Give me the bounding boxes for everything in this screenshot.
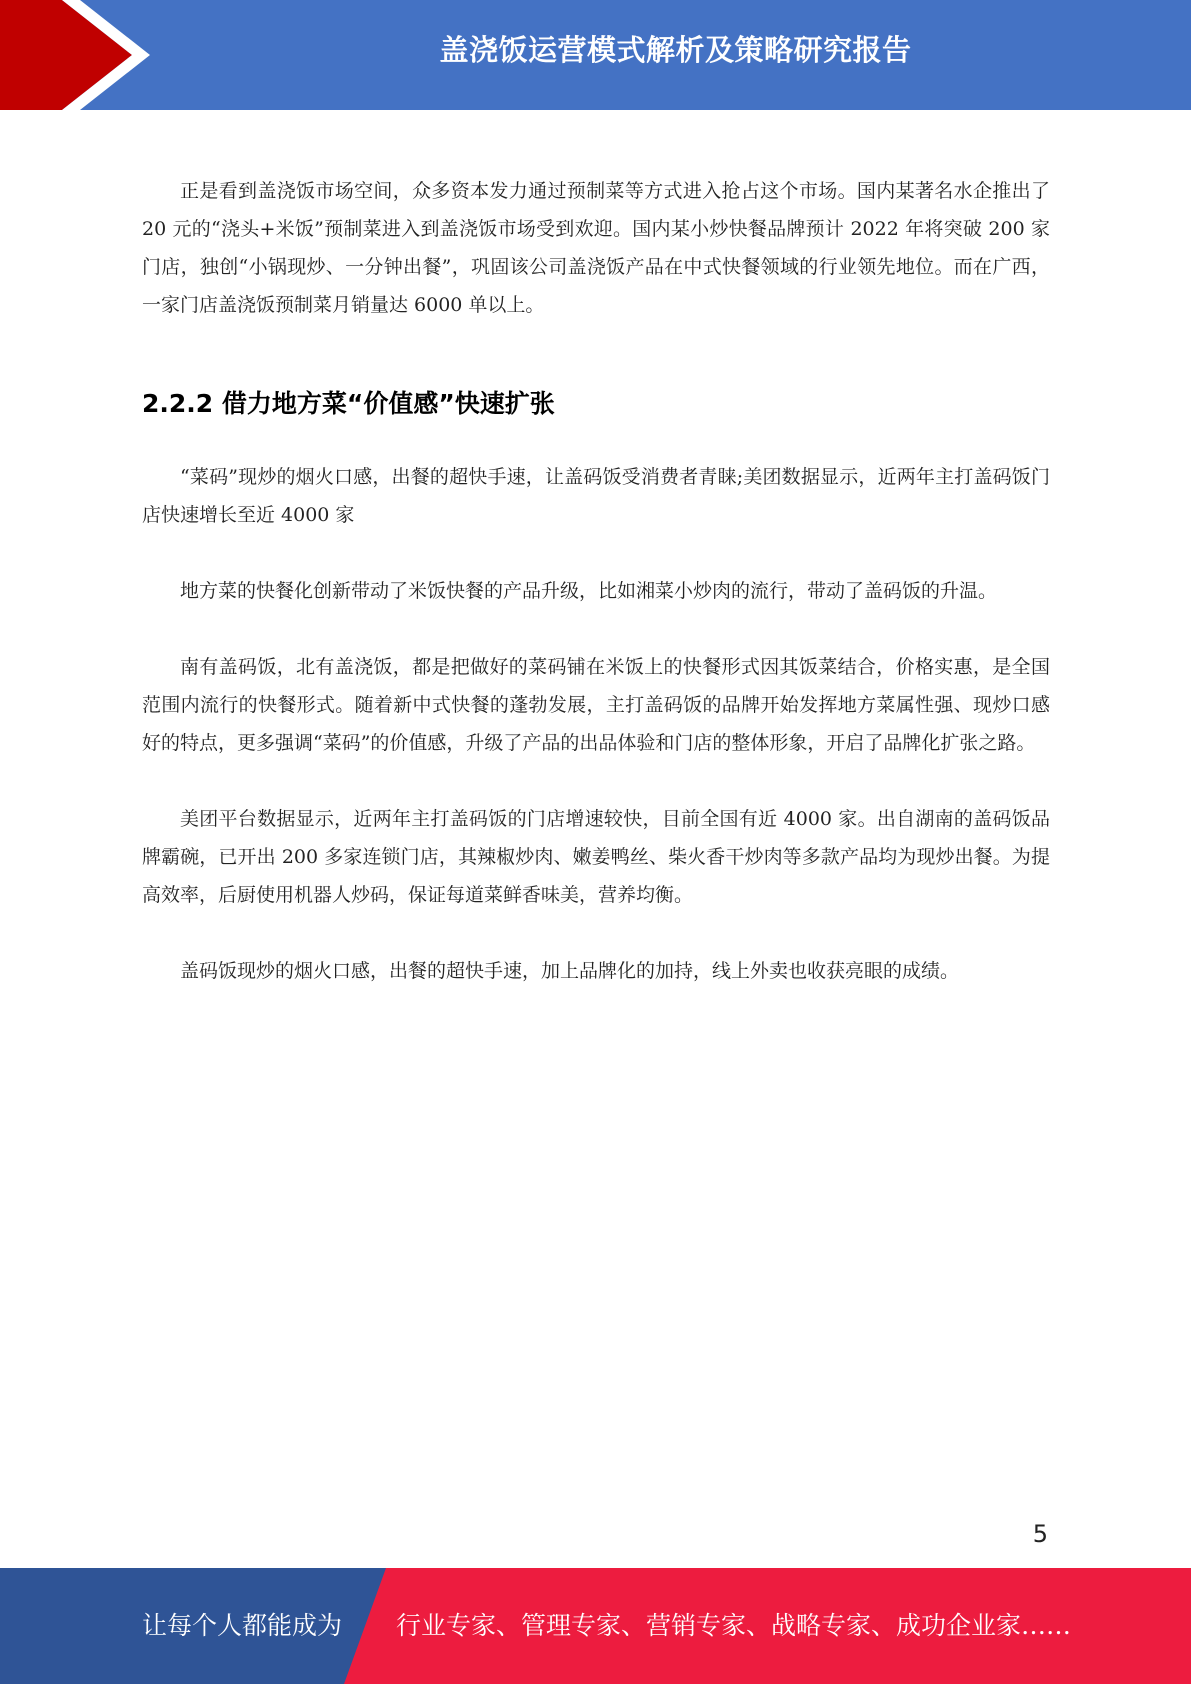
paragraph-meituan-data: 美团平台数据显示，近两年主打盖码饭的门店增速较快，目前全国有近 4000 家。出自湖南的盖码饭品牌霸碗，已开出 200 多家连锁门店，其辣椒炒肉、嫩姜鸭丝、柴火香干炒肉等多款产品均为现炒出餐。为提高效率，后厨使用机器人炒码，保证每道菜鲜香味美，营养均衡。: [142, 808, 1050, 906]
paragraph-local-cuisine: 地方菜的快餐化创新带动了米饭快餐的产品升级，比如湘菜小炒肉的流行，带动了盖码饭的升温。: [180, 580, 998, 602]
paragraph-online-delivery: 盖码饭现炒的烟火口感，出餐的超快手速，加上品牌化的加持，线上外卖也收获亮眼的成绩。: [180, 960, 960, 982]
paragraph-north-south: 南有盖码饭，北有盖浇饭，都是把做好的菜码铺在米饭上的快餐形式因其饭菜结合，价格实惠，是全国范围内流行的快餐形式。随着新中式快餐的蓬勃发展，主打盖码饭的品牌开始发挥地方菜属性强、现炒口感好的特点，更多强调“菜码”的价值感，升级了产品的出品体验和门店的整体形象，开启了品牌化扩张之路。: [142, 656, 1050, 754]
main-content: [142, 172, 1050, 990]
footer-slogan-right: 行业专家、管理专家、营销专家、战略专家、成功企业家……: [396, 1611, 1072, 1640]
paragraph-market-space: 正是看到盖浇饭市场空间，众多资本发力通过预制菜等方式进入抢占这个市场。国内某著名水企推出了 20 元的“浇头+米饭”预制菜进入到盖浇饭市场受到欢迎。国内某小炒快餐品牌预计 2022 年将突破 200 家门店，独创“小锅现炒、一分钟出餐”，巩固该公司盖浇饭产品在中式快餐领域的行业领先地位。而在广西，一家门店盖浇饭预制菜月销量达 6000 单以上。: [142, 180, 1050, 316]
section-heading: 2.2.2 借力地方菜“价值感”快速扩张: [142, 389, 555, 418]
header-red-arrow: [0, 0, 132, 110]
header-chevron-decoration: [0, 0, 160, 110]
header-bar: [0, 0, 1191, 110]
footer-bar: [0, 1568, 1191, 1684]
footer-slogan-left: 让每个人都能成为: [142, 1611, 343, 1640]
page-number: 5: [1032, 1520, 1048, 1548]
report-title: 盖浇饭运营模式解析及策略研究报告: [439, 33, 912, 67]
paragraph-caima-popularity: “菜码”现炒的烟火口感，出餐的超快手速，让盖码饭受消费者青睐;美团数据显示，近两年主打盖码饭门店快速增长至近 4000 家: [142, 466, 1050, 526]
